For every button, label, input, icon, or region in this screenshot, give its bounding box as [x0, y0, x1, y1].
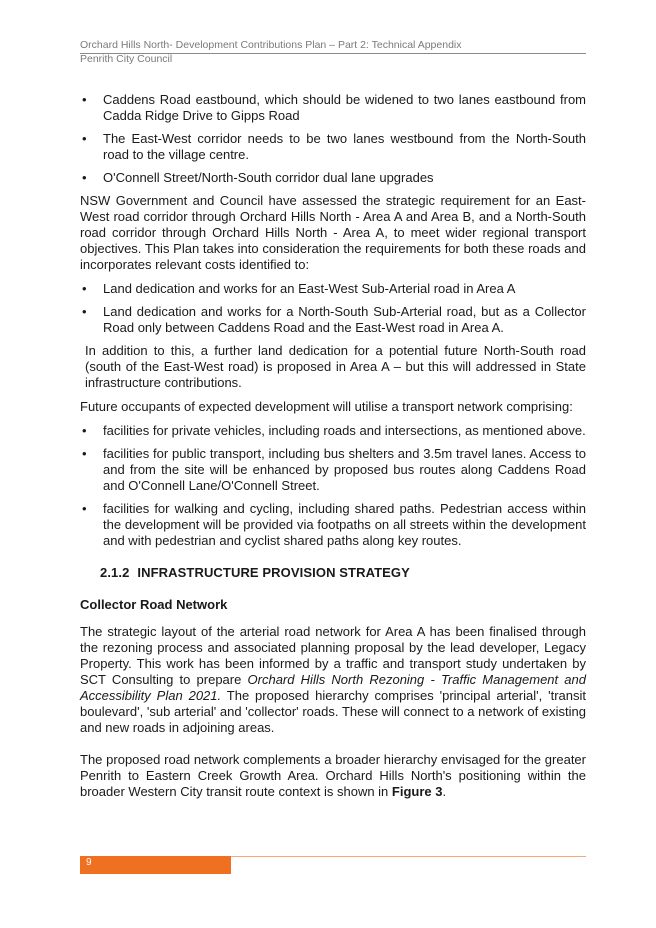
page-number: 9 — [86, 857, 92, 868]
bullet-icon: • — [82, 170, 87, 185]
subheading-collector-road-network: Collector Road Network — [80, 597, 228, 612]
paragraph-road-corridors: NSW Government and Council have assessed the strategic requirement for an East-West road corridor through Orchard Hills North - Area A and Area B, and a North-South road corridor through Orchard Hills North - Area A, to meet wider regional transport objectives. This Plan takes into consideration the requirements for both these roads and incorporates relevant costs identified to: — [80, 193, 586, 272]
section-title: INFRASTRUCTURE PROVISION STRATEGY — [137, 565, 410, 580]
bullet-list-costs — [80, 281, 586, 336]
list-item: • facilities for private vehicles, including roads and intersections, as mentioned above. — [82, 423, 586, 438]
section-heading — [100, 565, 586, 581]
list-item: • Land dedication and works for a North-South Sub-Arterial road, but as a Collector Road only between Caddens Road and the East-West road in Area A. — [82, 304, 586, 335]
bullet-icon: • — [82, 131, 87, 146]
paragraph-future-road: In addition to this, a further land dedication for a potential future North-South road (south of the East-West road) is proposed in Area A – but this will addressed in State infrastructure contributions. — [85, 343, 586, 390]
list-item: • O'Connell Street/North-South corridor dual lane upgrades — [82, 170, 434, 185]
bullet-icon: • — [82, 446, 87, 461]
list-item: • facilities for walking and cycling, including shared paths. Pedestrian access within the development will be provided via footpaths on all streets within the development and with pedestrian and cyclist shared paths along key routes. — [82, 501, 586, 548]
bullet-list-facilities — [80, 423, 586, 549]
footer-page-tab — [80, 856, 231, 874]
header-title: Orchard Hills North- Development Contributions Plan – Part 2: Technical Appendix — [80, 39, 462, 51]
list-item: • The East-West corridor needs to be two lanes westbound from the North-South road to the village centre. — [82, 131, 586, 162]
section-number: 2.1.2 — [100, 565, 130, 580]
running-header — [80, 38, 586, 66]
list-item: • Caddens Road eastbound, which should be widened to two lanes eastbound from Cadda Ridge Drive to Gipps Road — [82, 92, 586, 123]
bullet-list-road-upgrades — [80, 92, 586, 186]
bullet-icon: • — [82, 281, 87, 296]
footer-divider — [231, 856, 586, 857]
report-title-italic: Orchard Hills North Rezoning - Traffic Management and Accessibility Plan 2021. — [80, 672, 586, 703]
header-organisation: Penrith City Council — [80, 53, 173, 65]
bullet-icon: • — [82, 501, 87, 516]
bullet-icon: • — [82, 92, 87, 107]
figure-reference: Figure 3 — [391, 784, 443, 799]
paragraph-arterial-layout: The strategic layout of the arterial road network for Area A has been finalised through the rezoning process and associated planning proposal by the lead developer, Legacy Property. This work has been informed by a traffic and transport study undertaken by SCT Consulting to prepare Orchard Hills North Rezoning - Traffic Management and Accessibility Plan 2021. The proposed hierarchy comprises 'principal arterial', 'transit boulevard', 'sub arterial' and 'collector' roads. These will connect to a network of existing and new roads in adjoining areas. — [80, 624, 587, 735]
bullet-icon: • — [82, 304, 87, 319]
list-item: • Land dedication and works for an East-West Sub-Arterial road in Area A — [82, 281, 516, 296]
header-divider — [80, 53, 586, 54]
list-item: • facilities for public transport, including bus shelters and 3.5m travel lanes. Access to and from the site will be enhanced by proposed bus routes along Caddens Road and O'Connell Lane/O'Connell Street. — [82, 446, 586, 493]
document-body — [80, 92, 586, 808]
paragraph-broader-hierarchy: The proposed road network complements a broader hierarchy envisaged for the greater Penrith to Eastern Creek Growth Area. Orchard Hills North's positioning within the broader Western City transit route context is shown in Figure 3. — [80, 752, 586, 799]
paragraph-transport-network: Future occupants of expected development will utilise a transport network comprising: — [80, 399, 573, 414]
bullet-icon: • — [82, 423, 87, 438]
